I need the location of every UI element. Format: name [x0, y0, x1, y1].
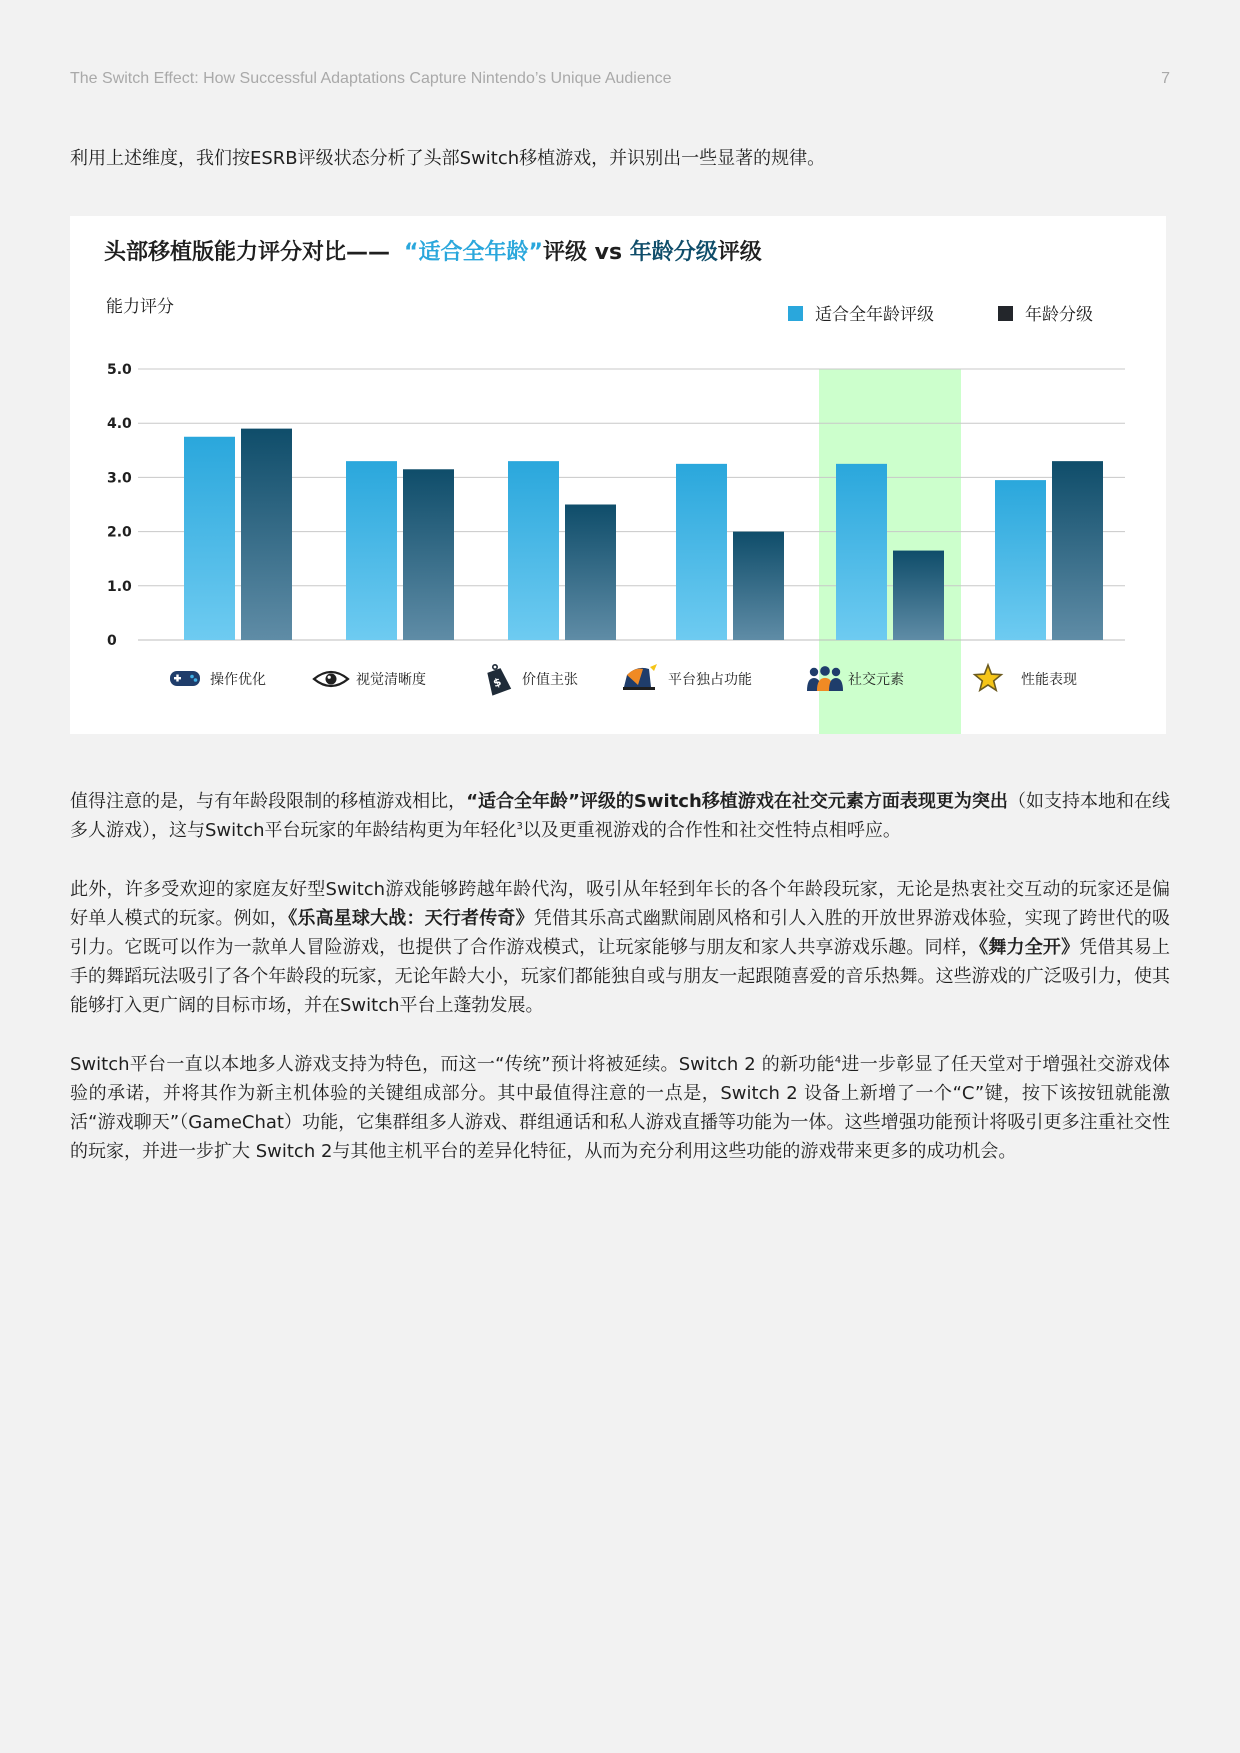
- x-category-label: 操作优化: [210, 672, 266, 688]
- para1-text-a: 值得注意的是，与有年龄段限制的移植游戏相比，: [70, 791, 467, 812]
- chart-title-mid: 评级 vs: [542, 240, 630, 265]
- chart-title-accent-allages: “适合全年龄”: [404, 240, 543, 265]
- y-axis-label: 能力评分: [106, 297, 174, 317]
- para1-bold-a: “适合全年龄”评级的Switch移植游戏在社交元素方面表现更为突出: [466, 791, 1008, 812]
- svg-text:$: $: [491, 675, 504, 691]
- para2-text-c: 凭借其易上手的舞蹈玩法吸引了各个年龄段的玩家，无论年龄大小，玩家们都能独自或与朋友一起跟随喜爱的音乐热舞。这些游戏的广泛吸引力，使其能够打入更广阔的目标市场，并在Switch平台上蓬勃发展。: [70, 937, 1171, 1016]
- legend-label-agerated: 年龄分级: [1025, 305, 1093, 325]
- para2-text-b: 凭借其乐高式幽默闹剧风格和引人入胜的开放世界游戏体验，实现了跨世代的吸引力。它既可以作为一款单人冒险游戏，也提供了合作游戏模式，让玩家能够与朋友和家人共享游戏乐趣。同样，: [70, 908, 1171, 958]
- x-category-label: 性能表现: [1021, 672, 1077, 688]
- y-tick-label: 2.0: [107, 524, 132, 541]
- gamepad-icon: [170, 671, 200, 686]
- y-tick-labels: [107, 362, 132, 649]
- group-people-icon: [807, 666, 843, 691]
- chart-svg: [70, 216, 1166, 734]
- chart-title-lead: 头部移植版能力评分对比——: [104, 240, 391, 265]
- running-title: The Switch Effect: How Successful Adaptations Capture Nintendo’s Unique Audience: [70, 70, 672, 87]
- bar-agerated-1: [403, 469, 454, 640]
- price-tag-icon: [485, 665, 512, 696]
- legend-swatch-agerated: [998, 306, 1013, 321]
- para3-text-b: 进一步彰显了任天堂对于增强社交游戏体验的承诺，并将其作为新主机体验的关键组成部分。其中最值得注意的一点是，Switch 2 设备上新增了一个“C”键，按下该按钮就能激活“游戏聊天”（GameChat）功能，它集群组多人游戏、群组通话和私人游戏直播等功能为一体。这些增强功能预计将吸引更多注重社交性的玩家，并进一步扩大 Switch 2与其他主机平台的差异化特征，从而为充分利用这些功能的游戏带来更多的成功机会。: [70, 1054, 1170, 1162]
- page-number: 7: [1161, 70, 1170, 87]
- bar-agerated-0: [241, 429, 292, 640]
- y-tick-label: 1.0: [107, 578, 132, 595]
- chart-title-tail: 评级: [717, 240, 762, 265]
- para2-text-a: 此外，许多受欢迎的家庭友好型Switch游戏能够跨越年龄代沟，吸引从年轻到年长的各个年龄段玩家，无论是热衷社交互动的玩家还是偏好单人模式的玩家。例如，: [70, 879, 1170, 929]
- eye-icon: [314, 672, 348, 686]
- page-header: [70, 70, 1170, 88]
- para1-text-b: （如支持本地和在线多人游戏），这与Switch平台玩家的年龄结构更为年轻化: [70, 791, 1171, 841]
- bar-agerated-4: [893, 551, 944, 640]
- legend-swatch-allages: [788, 306, 803, 321]
- y-tick-label: 0: [107, 633, 117, 649]
- bar-agerated-5: [1052, 461, 1103, 640]
- bar-allages-3: [676, 464, 727, 640]
- bar-agerated-3: [733, 532, 784, 640]
- para1-footnote-ref: 3: [516, 821, 523, 832]
- y-tick-label: 3.0: [107, 470, 132, 487]
- bar-allages-5: [995, 480, 1046, 640]
- chart-legend: [788, 304, 1093, 325]
- x-category-label: 价值主张: [522, 672, 578, 688]
- paragraph-switch2: [70, 1050, 1170, 1166]
- x-category-label: 社交元素: [848, 672, 904, 688]
- capability-chart: [70, 216, 1166, 734]
- paragraph-family-games: [70, 875, 1170, 1020]
- bar-allages-4: [836, 464, 887, 640]
- platform-icon: [623, 664, 657, 690]
- bar-allages-2: [508, 461, 559, 640]
- chart-bars: [184, 429, 1103, 640]
- x-category-label: 平台独占功能: [668, 672, 752, 688]
- intro-paragraph: 利用上述维度，我们按ESRB评级状态分析了头部Switch移植游戏，并识别出一些显著的规律。: [70, 148, 826, 169]
- bar-agerated-2: [565, 505, 616, 641]
- para1-text-c: 以及更重视游戏的合作性和社交性特点相呼应。: [522, 820, 901, 841]
- para2-bold-justdance: 《舞力全开》: [979, 937, 1080, 958]
- paragraph-social-findings: [70, 787, 1170, 845]
- chart-title-accent-agerated: 年龄分级: [629, 240, 718, 265]
- para2-bold-lego: 《乐高星球大战：天行者传奇》: [288, 908, 534, 929]
- para3-footnote-ref: 4: [834, 1055, 842, 1066]
- y-tick-label: 5.0: [107, 362, 132, 378]
- bar-allages-0: [184, 437, 235, 640]
- para3-text-a: Switch平台一直以本地多人游戏支持为特色，而这一“传统”预计将被延续。Switch 2 的新功能: [70, 1054, 835, 1075]
- star-icon: [975, 665, 1002, 690]
- y-tick-label: 4.0: [107, 416, 132, 433]
- legend-label-allages: 适合全年龄评级: [815, 305, 934, 325]
- bar-allages-1: [346, 461, 397, 640]
- chart-title: [104, 239, 762, 265]
- x-category-label: 视觉清晰度: [356, 672, 426, 688]
